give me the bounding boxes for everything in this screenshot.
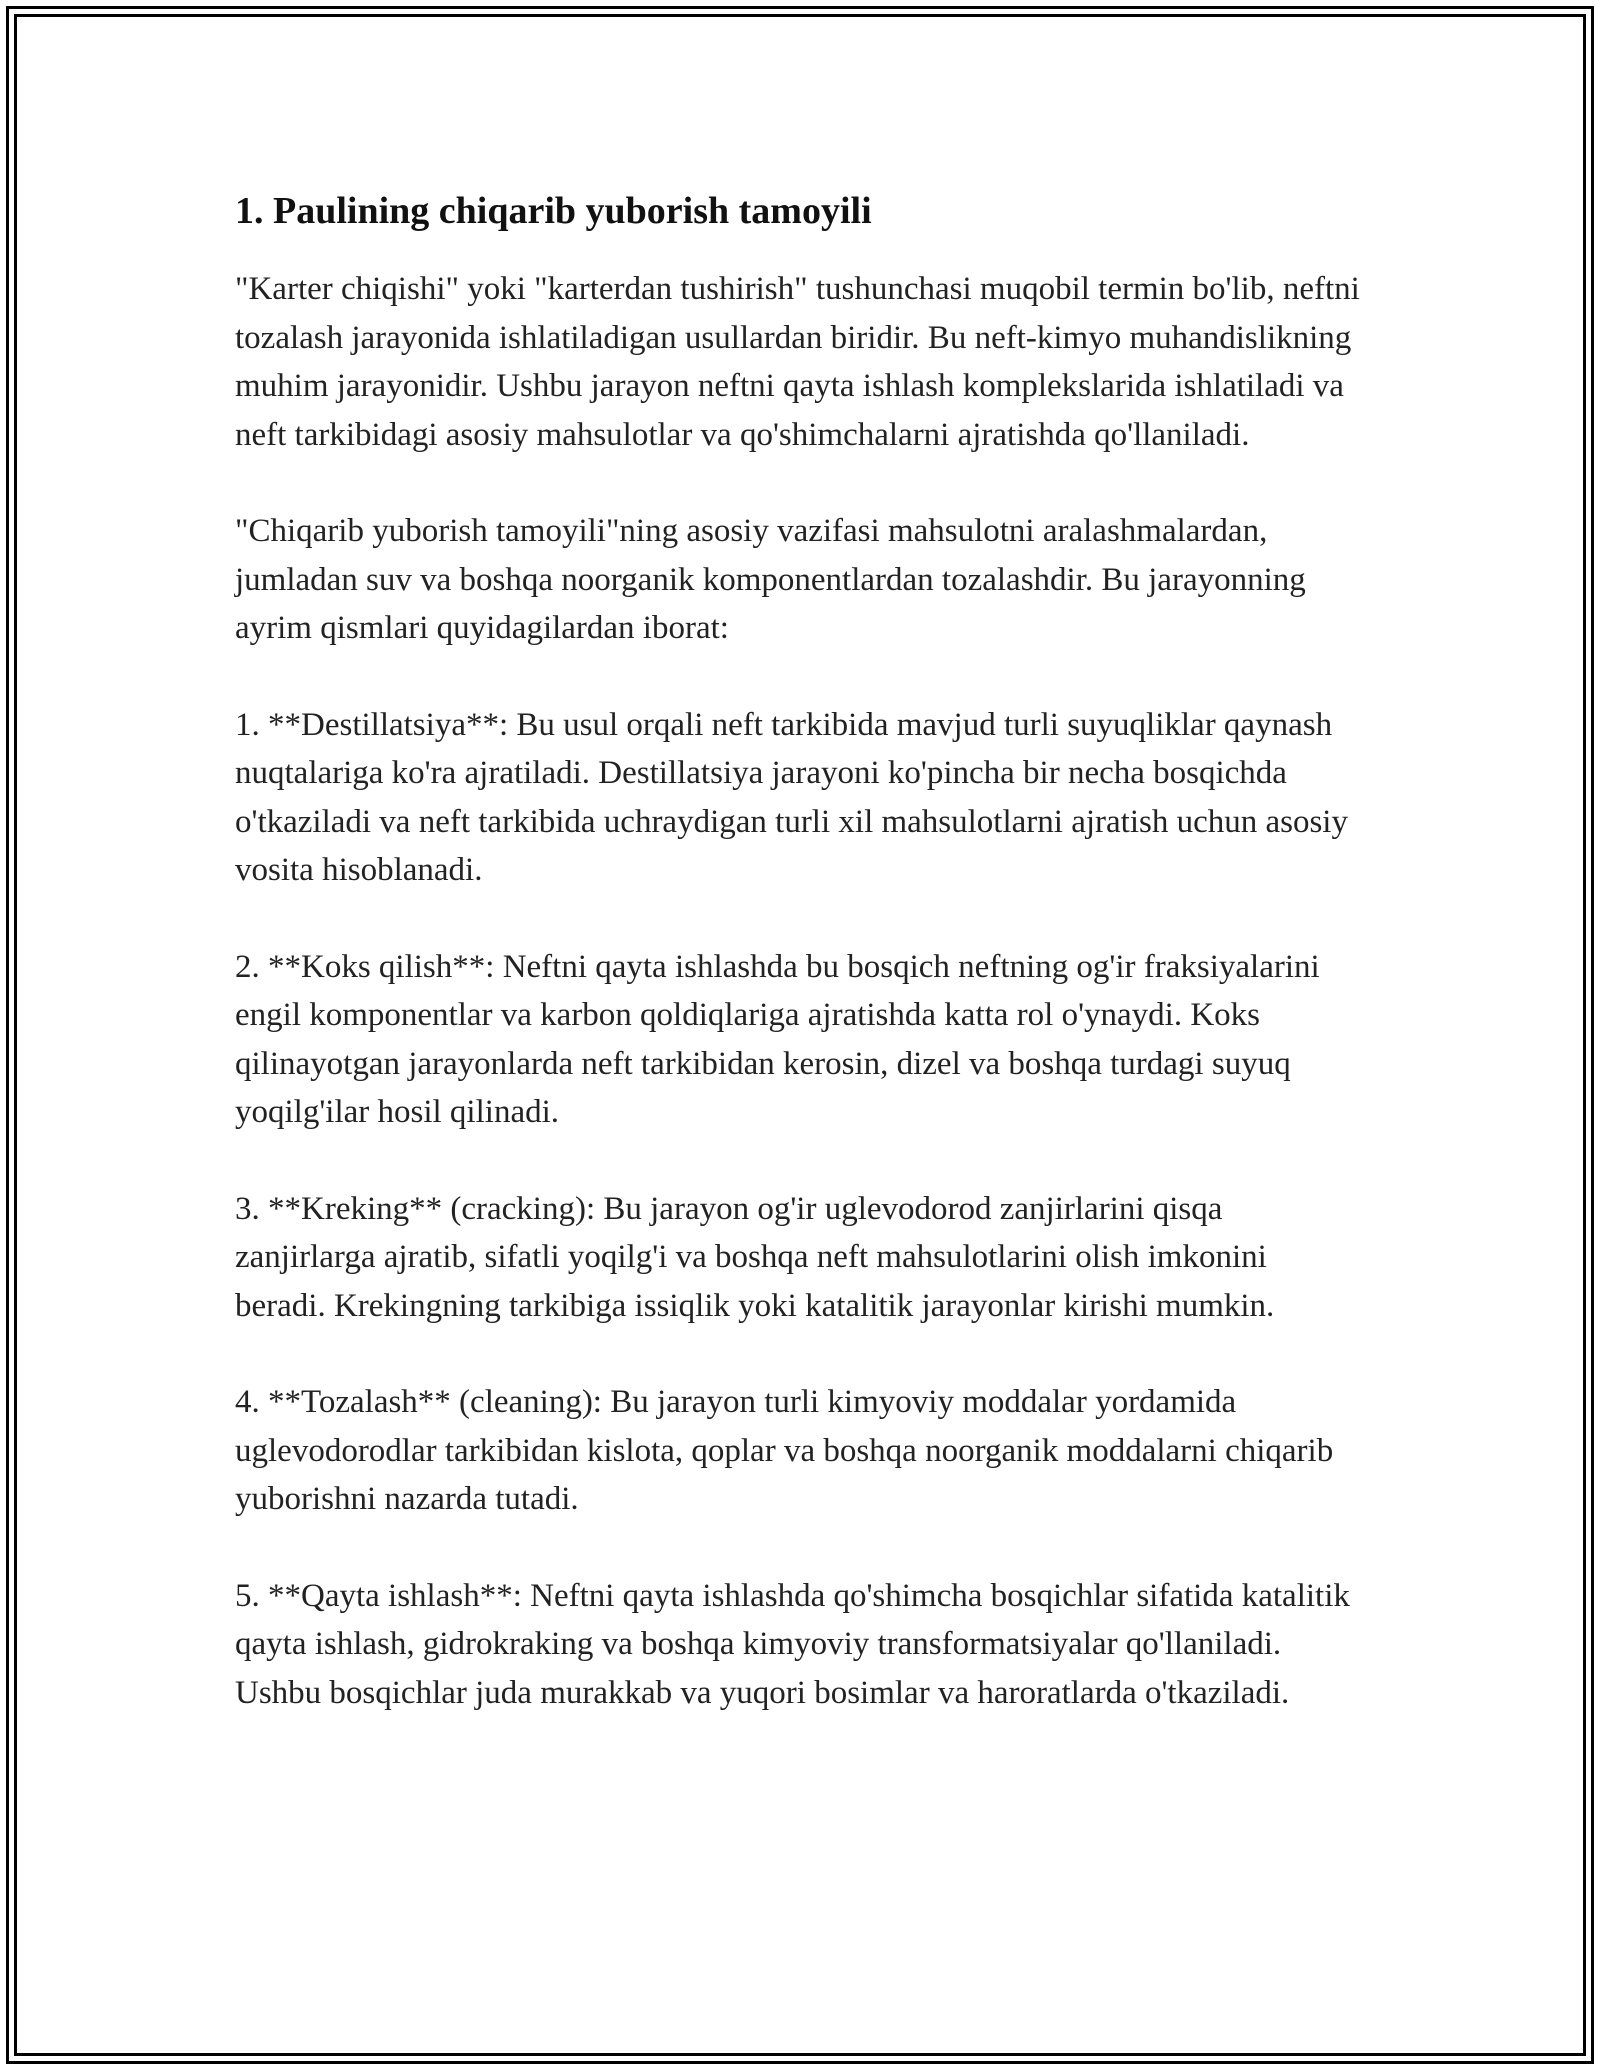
list-item-tozalash: 4. **Tozalash** (cleaning): Bu jarayon turli kimyoviy moddalar yordamida uglevodorodlar tarkibidan kislota, qoplar va boshqa noorganik moddalarni chiqarib yuborishni nazarda tutadi. — [235, 1384, 1334, 1517]
intro-paragraph: "Karter chiqishi" yoki "karterdan tushirish" tushunchasi muqobil termin bo'lib, neftni tozalash jarayonida ishlatiladigan usullardan biridir. Bu neft-kimyo muhandislikning muhim jarayonidir. Ushbu jarayon neftni qayta ishlash komplekslarida ishlatiladi va neft tarkibidagi asosiy mahsulotlar va qo'shimchalarni ajratishda qo'llaniladi. — [235, 271, 1360, 453]
list-item-destillatsiya: 1. **Destillatsiya**: Bu usul orqali neft tarkibida mavjud turli suyuqliklar qaynash nuqtalariga ko'ra ajratiladi. Destillatsiya jarayoni ko'pincha bir necha bosqichda o'tkaziladi va neft tarkibida uchraydigan turli xil mahsulotlarni ajratish uchun asosiy vosita hisoblanadi. — [235, 706, 1348, 888]
document-body — [235, 185, 1365, 1765]
list-item-qayta-ishlash: 5. **Qayta ishlash**: Neftni qayta ishlashda qo'shimcha bosqichlar sifatida katalitik qayta ishlash, gidrokraking va boshqa kimyoviy transformatsiyalar qo'llaniladi. Ushbu bosqichlar juda murakkab va yuqori bosimlar va haroratlarda o'tkaziladi. — [235, 1577, 1350, 1711]
section-heading: 1. Paulining chiqarib yuborish tamoyili — [235, 190, 872, 232]
list-item-kreking: 3. **Kreking** (cracking): Bu jarayon og'ir uglevodorod zanjirlarini qisqa zanjirlarga ajratib, sifatli yoqilg'i va boshqa neft mahsulotlarini olish imkonini beradi. Krekingning tarkibiga issiqlik yoki katalitik jarayonlar kirishi mumkin. — [235, 1190, 1275, 1324]
list-item-koks-qilish: 2. **Koks qilish**: Neftni qayta ishlashda bu bosqich neftning og'ir fraksiyalarini engil komponentlar va karbon qoldiqlariga ajratishda katta rol o'ynaydi. Koks qilinayotgan jarayonlarda neft tarkibidan kerosin, dizel va boshqa turdagi suyuq yoqilg'ilar hosil qilinadi. — [235, 948, 1320, 1130]
principle-paragraph: "Chiqarib yuborish tamoyili"ning asosiy vazifasi mahsulotni aralashmalardan, jumladan suv va boshqa noorganik komponentlardan tozalashdir. Bu jarayonning ayrim qismlari quyidagilardan iborat: — [235, 513, 1306, 646]
